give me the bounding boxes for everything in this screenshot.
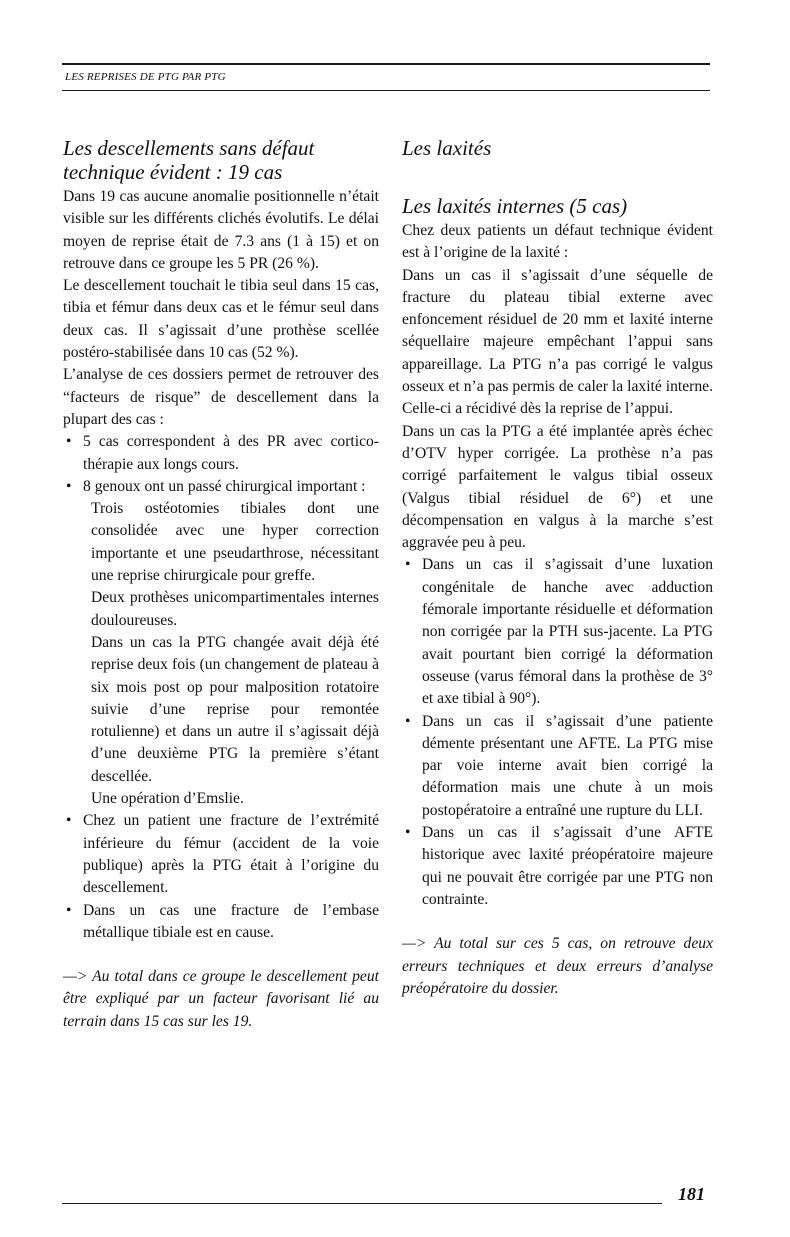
paragraph: Dans un cas il s’agissait d’une séquelle de fracture du plateau tibial externe avec enfoncement résiduel de 20 mm et laxité interne séquellaire majeure empêchant l’appui sans appareillage. La PTG n’a pas corrigé le valgus osseux et n’a pas permis de caler la laxité interne. Celle-ci a récidivé dès la reprise de l’appui. <box>402 266 713 418</box>
section-heading-laxites: Les laxités <box>402 136 492 160</box>
paragraph: Dans un cas la PTG a été implantée après échec d’OTV hyper corrigée. La prothèse n’a pas corrigé parfaitement le valgus tibial osseux (Valgus tibial résiduel de 6°) et une décompensation en valgus à la marche s’est aggravée peu à peu. <box>402 422 713 552</box>
bullet-item: • Dans un cas une fracture de l’embase métallique tibiale est en cause. <box>63 900 379 945</box>
sub-item: Une opération d’Emslie. <box>91 790 244 808</box>
bullet-item: • 5 cas correspondent à des PR avec cortico-thérapie aux longs cours. <box>63 431 379 476</box>
section-heading-descellements: Les descellements sans défaut technique évident : 19 cas <box>63 136 315 184</box>
top-rule <box>62 63 710 65</box>
running-title: LES REPRISES DE PTG PAR PTG <box>65 71 226 83</box>
bullet-item: • 8 genoux ont un passé chirurgical important : <box>63 476 379 498</box>
conclusion: —> Au total sur ces 5 cas, on retrouve deux erreurs techniques et deux erreurs d’analyse préopératoire du dossier. <box>402 935 713 997</box>
page-number: 181 <box>678 1184 705 1204</box>
paragraph: Dans 19 cas aucune anomalie positionnelle n’était visible sur les différents clichés évolutifs. Le délai moyen de reprise était de 7.3 ans (1 à 15) et on retrouve dans ce groupe les 5 PR (26 %). <box>63 188 379 272</box>
bullet-item: • Dans un cas il s’agissait d’une patiente démente présentant une AFTE. La PTG mise par voie interne avait bien corrigé la déformation mais une chute à un mois postopératoire a entraîné une rupture du LLI. <box>402 711 713 822</box>
paragraph: L’analyse de ces dossiers permet de retrouver des “facteurs de risque” de descellement dans la plupart des cas : <box>63 366 379 428</box>
paragraph: Chez deux patients un défaut technique évident est à l’origine de la laxité : <box>402 222 713 262</box>
bullet-item: • Chez un patient une fracture de l’extrémité inférieure du fémur (accident de la voie publique) après la PTG était à l’origine du descellement. <box>63 810 379 899</box>
left-column <box>63 136 379 1033</box>
bullet-item: • Dans un cas il s’agissait d’une luxation congénitale de hanche avec adduction fémorale importante résiduelle et déformation non corrigée par la PTH sus-jacente. La PTG avait pourtant bien corrigé la déformation osseuse (varus fémoral dans la prothèse de 3° et axe tibial à 90°). <box>402 554 713 710</box>
footer-rule <box>62 1203 662 1204</box>
sub-item: Dans un cas la PTG changée avait déjà été reprise deux fois (un changement de plateau à six mois post op pour malposition rotatoire suivie d’une reprise pour remontée rotulienne) et dans un autre il s’agissait déjà d’une deuxième PTG la première s’étant descellée. <box>91 633 379 785</box>
right-column <box>402 136 713 1000</box>
sub-item: Deux prothèses unicompartimentales internes douloureuses. <box>91 589 379 629</box>
bullet-item: • Dans un cas il s’agissait d’une AFTE historique avec laxité préopératoire majeure qui ne pouvait être corrigée par une PTG non contrainte. <box>402 822 713 911</box>
sub-item: Trois ostéotomies tibiales dont une consolidée avec une hyper correction importante et une pseudarthrose, nécessitant une reprise chirurgicale pour greffe. <box>91 500 379 585</box>
subsection-heading-laxites-internes: Les laxités internes (5 cas) <box>402 194 628 218</box>
header-rule <box>62 90 710 91</box>
conclusion: —> Au total dans ce groupe le descellement peut être expliqué par un facteur favorisant lié au terrain dans 15 cas sur les 19. <box>63 968 379 1030</box>
paragraph: Le descellement touchait le tibia seul dans 15 cas, tibia et fémur dans deux cas et le fémur seul dans deux cas. Il s’agissait d’une prothèse scellée postéro-stabilisée dans 10 cas (52 %). <box>63 277 379 362</box>
